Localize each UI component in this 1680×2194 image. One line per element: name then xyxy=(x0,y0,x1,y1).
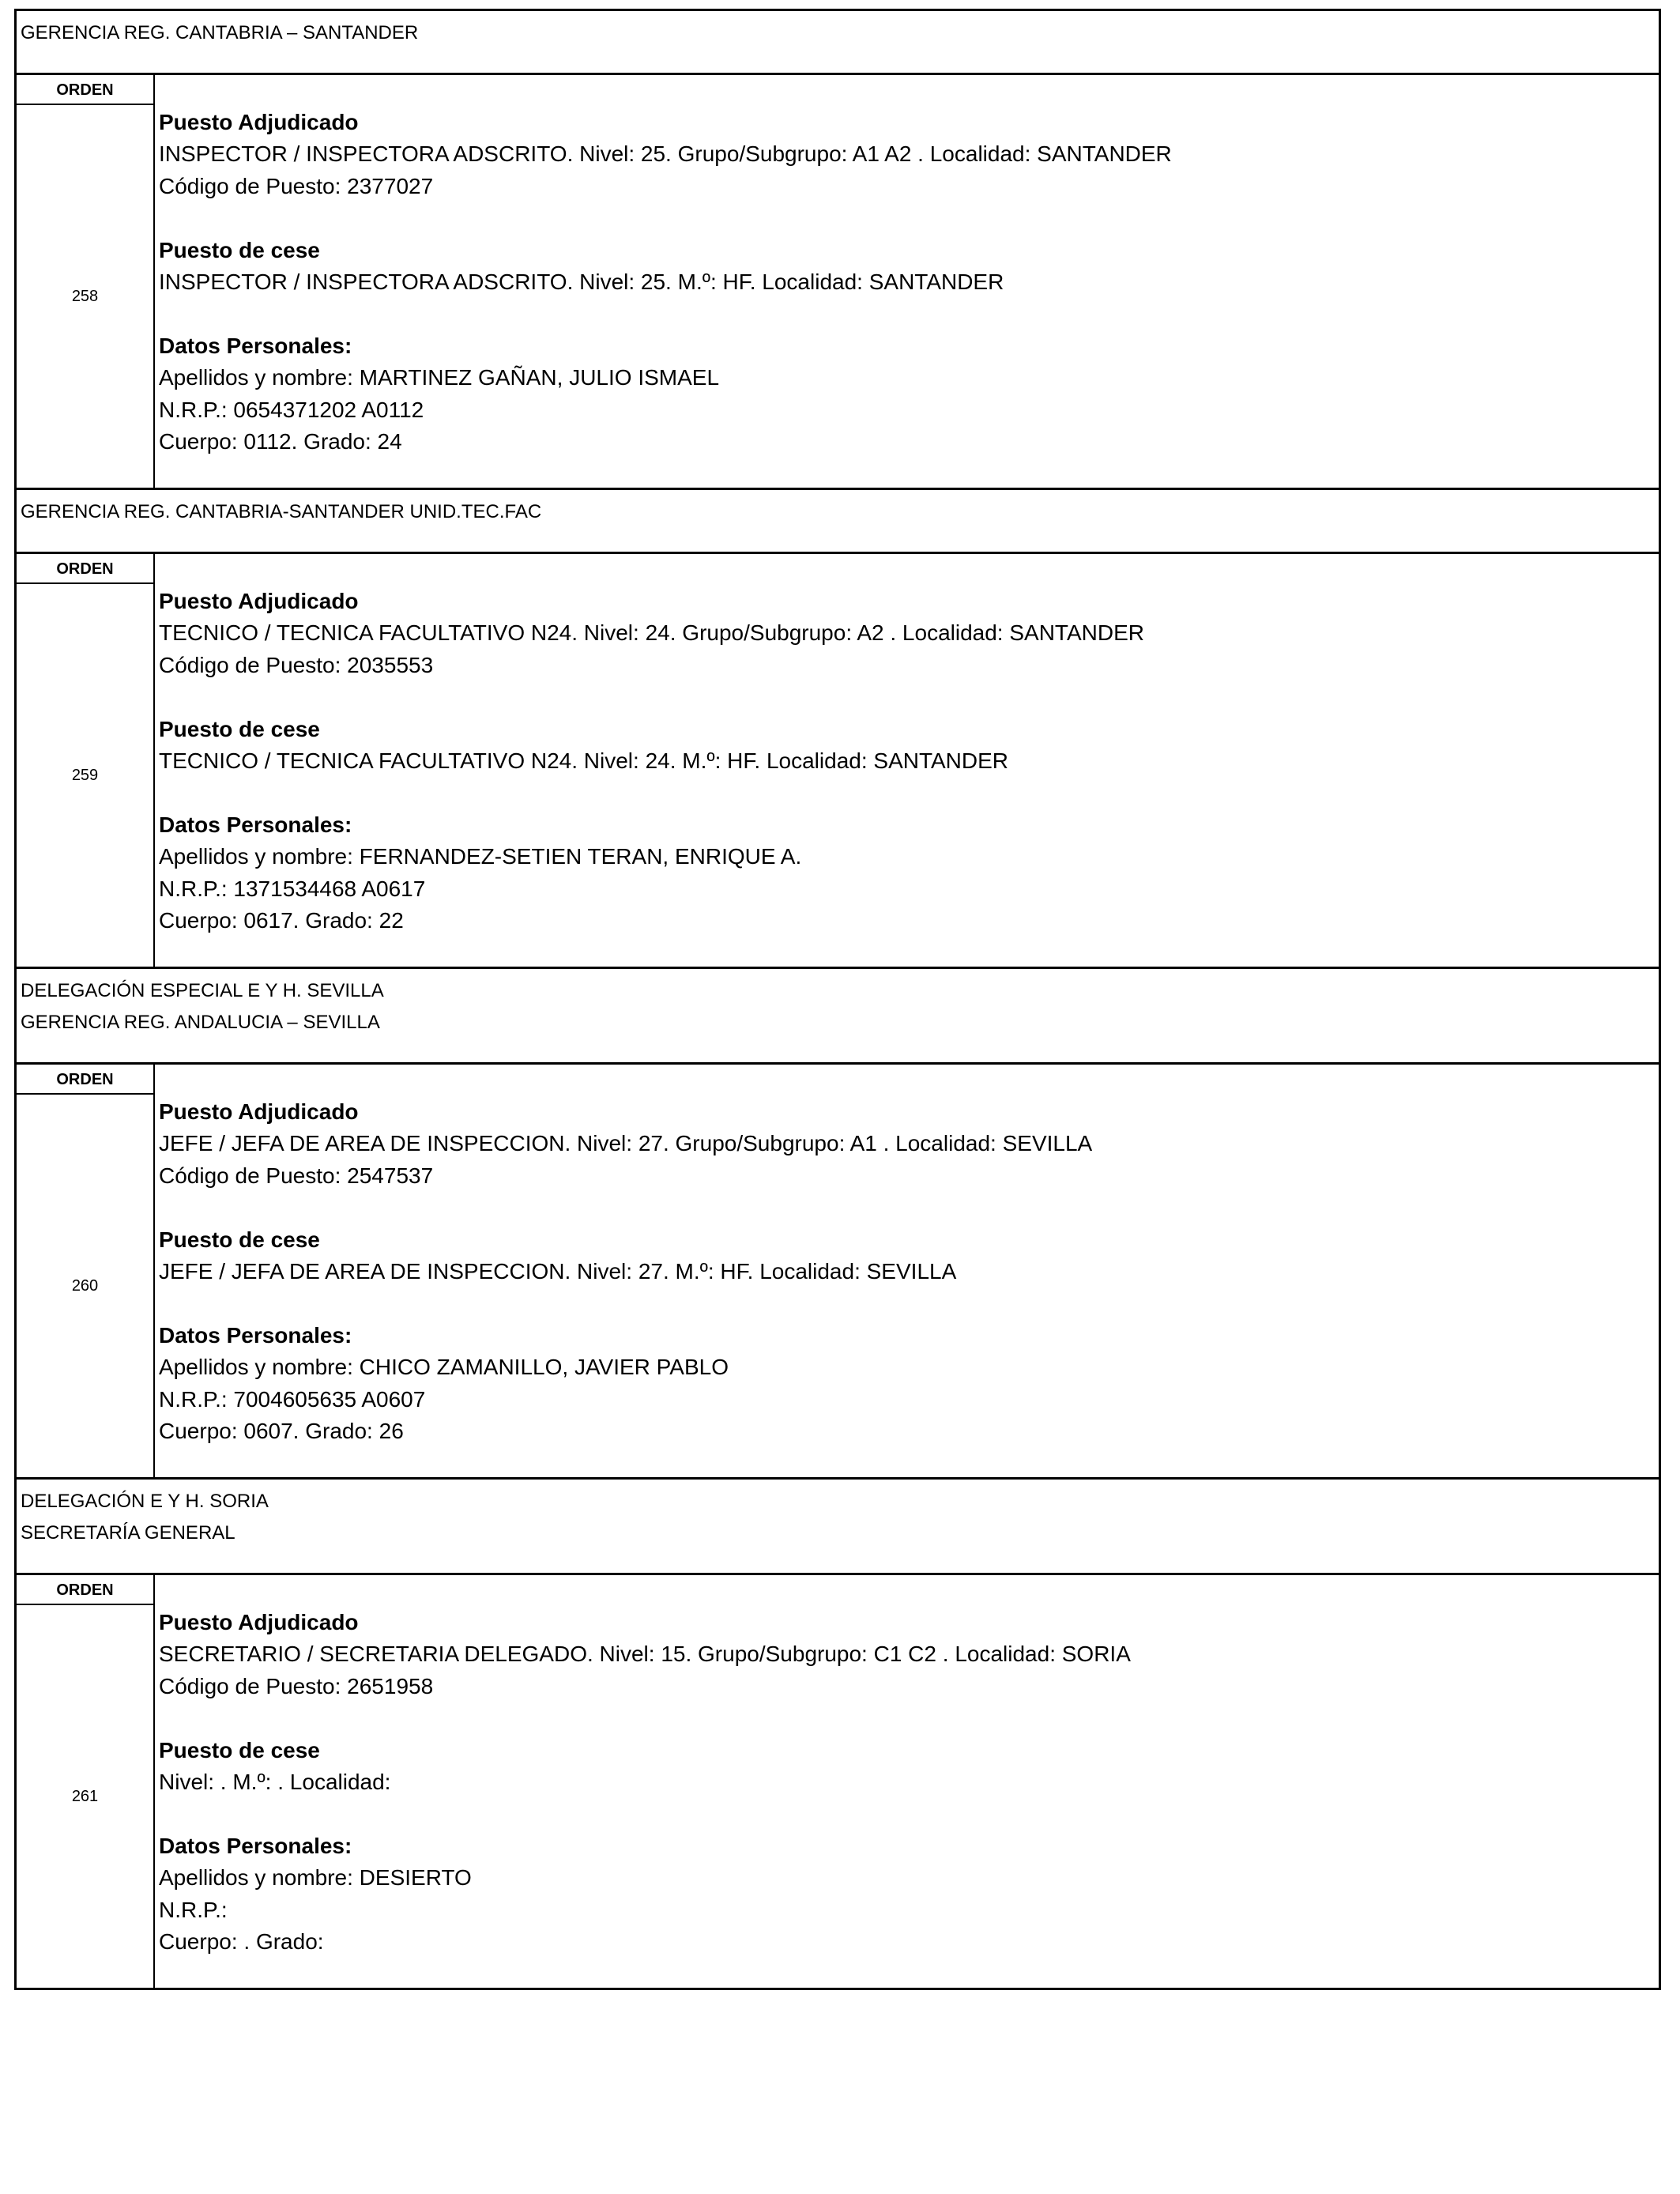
puesto-adjudicado-text: INSPECTOR / INSPECTORA ADSCRITO. Nivel: 25. Grupo/Subgrupo: A1 A2 . Localidad: SANTANDER xyxy=(159,141,1172,167)
orden-header: ORDEN xyxy=(17,1575,153,1605)
puesto-cese-heading: Puesto de cese xyxy=(159,237,320,262)
codigo-puesto: Código de Puesto: 2651958 xyxy=(159,1673,434,1698)
orden-number: 258 xyxy=(71,287,99,305)
org-line: GERENCIA REG. ANDALUCIA – SEVILLA xyxy=(21,1012,380,1033)
datos-personales-heading: Datos Personales: xyxy=(159,1833,352,1858)
nrp: N.R.P.: 1371534468 A0617 xyxy=(159,876,426,901)
org-line: GERENCIA REG. CANTABRIA – SANTANDER xyxy=(21,22,419,43)
entry-details xyxy=(155,1575,1659,1988)
orden-column xyxy=(17,75,155,488)
puesto-cese-text: TECNICO / TECNICA FACULTATIVO N24. Nivel: 24. M.º: HF. Localidad: SANTANDER xyxy=(159,748,1009,774)
orden-header: ORDEN xyxy=(17,554,153,584)
org-header xyxy=(17,488,1659,552)
orden-number: 260 xyxy=(71,1276,99,1295)
entry-details xyxy=(155,1065,1659,1477)
puesto-cese-text: Nivel: . M.º: . Localidad: xyxy=(159,1770,391,1795)
entry-row xyxy=(17,552,1659,967)
apellidos-nombre: Apellidos y nombre: CHICO ZAMANILLO, JAVIER PABLO xyxy=(159,1355,729,1380)
orden-column xyxy=(17,554,155,967)
entry-row xyxy=(17,73,1659,488)
cuerpo-grado: Cuerpo: . Grado: xyxy=(159,1929,324,1955)
codigo-puesto: Código de Puesto: 2547537 xyxy=(159,1163,434,1188)
apellidos-nombre: Apellidos y nombre: DESIERTO xyxy=(159,1865,472,1891)
entry-row xyxy=(17,1573,1659,1988)
section-259 xyxy=(17,488,1659,967)
section-261 xyxy=(17,1477,1659,1988)
org-header xyxy=(17,967,1659,1062)
puesto-cese-text: INSPECTOR / INSPECTORA ADSCRITO. Nivel: 25. M.º: HF. Localidad: SANTANDER xyxy=(159,270,1004,295)
puesto-cese-heading: Puesto de cese xyxy=(159,1737,320,1762)
orden-column xyxy=(17,1065,155,1477)
cuerpo-grado: Cuerpo: 0112. Grado: 24 xyxy=(159,429,402,454)
puesto-adjudicado-heading: Puesto Adjudicado xyxy=(159,110,359,134)
puesto-cese-heading: Puesto de cese xyxy=(159,716,320,741)
orden-header: ORDEN xyxy=(17,1065,153,1095)
datos-personales-heading: Datos Personales: xyxy=(159,333,352,358)
document-table xyxy=(14,9,1661,1990)
apellidos-nombre: Apellidos y nombre: MARTINEZ GAÑAN, JULIO ISMAEL xyxy=(159,365,720,390)
datos-personales-heading: Datos Personales: xyxy=(159,812,352,837)
nrp: N.R.P.: 7004605635 A0607 xyxy=(159,1386,426,1412)
orden-column xyxy=(17,1575,155,1988)
entry-row xyxy=(17,1062,1659,1477)
org-header xyxy=(17,1477,1659,1573)
puesto-adjudicado-heading: Puesto Adjudicado xyxy=(159,1099,359,1124)
cuerpo-grado: Cuerpo: 0607. Grado: 26 xyxy=(159,1419,404,1444)
section-258 xyxy=(17,9,1659,488)
orden-number: 259 xyxy=(71,766,99,784)
puesto-adjudicado-heading: Puesto Adjudicado xyxy=(159,589,359,613)
puesto-cese-text: JEFE / JEFA DE AREA DE INSPECCION. Nivel: 27. M.º: HF. Localidad: SEVILLA xyxy=(159,1259,957,1284)
entry-details xyxy=(155,75,1659,488)
puesto-adjudicado-text: SECRETARIO / SECRETARIA DELEGADO. Nivel: 15. Grupo/Subgrupo: C1 C2 . Localidad: SORIA xyxy=(159,1642,1131,1667)
codigo-puesto: Código de Puesto: 2377027 xyxy=(159,173,434,198)
cuerpo-grado: Cuerpo: 0617. Grado: 22 xyxy=(159,908,404,933)
org-line: GERENCIA REG. CANTABRIA-SANTANDER UNID.TEC.FAC xyxy=(21,501,542,522)
apellidos-nombre: Apellidos y nombre: FERNANDEZ-SETIEN TERAN, ENRIQUE A. xyxy=(159,844,802,869)
nrp: N.R.P.: xyxy=(159,1897,228,1922)
entry-details xyxy=(155,554,1659,967)
puesto-cese-heading: Puesto de cese xyxy=(159,1227,320,1252)
codigo-puesto: Código de Puesto: 2035553 xyxy=(159,652,434,677)
orden-number: 261 xyxy=(71,1787,99,1805)
org-line: SECRETARÍA GENERAL xyxy=(21,1522,235,1544)
nrp: N.R.P.: 0654371202 A0112 xyxy=(159,397,424,422)
org-line: DELEGACIÓN E Y H. SORIA xyxy=(21,1491,269,1512)
puesto-adjudicado-heading: Puesto Adjudicado xyxy=(159,1610,359,1634)
puesto-adjudicado-text: TECNICO / TECNICA FACULTATIVO N24. Nivel: 24. Grupo/Subgrupo: A2 . Localidad: SANTANDER xyxy=(159,620,1144,646)
datos-personales-heading: Datos Personales: xyxy=(159,1322,352,1348)
org-header xyxy=(17,9,1659,73)
orden-header: ORDEN xyxy=(17,75,153,105)
org-line: DELEGACIÓN ESPECIAL E Y H. SEVILLA xyxy=(21,980,384,1001)
section-260 xyxy=(17,967,1659,1477)
puesto-adjudicado-text: JEFE / JEFA DE AREA DE INSPECCION. Nivel: 27. Grupo/Subgrupo: A1 . Localidad: SEVILLA xyxy=(159,1131,1093,1156)
